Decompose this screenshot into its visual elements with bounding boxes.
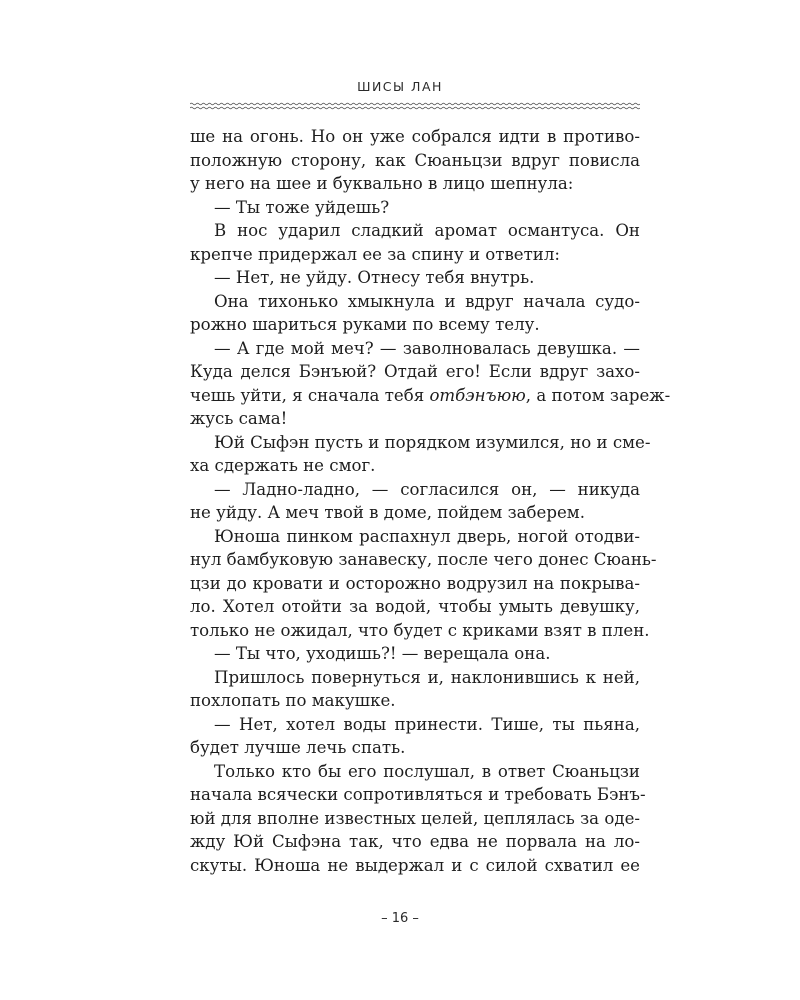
text-line: положную сторону, как Сюаньцзи вдруг повисла: [190, 150, 640, 170]
text-line: будет лучше лечь спать.: [190, 738, 406, 757]
text-line: Юноша пинком распахнул дверь, ногой отодви-: [214, 526, 640, 546]
text-line: цзи до кровати и осторожно водрузил на покрыва-: [190, 573, 640, 593]
running-head: ШИСЫ ЛАН: [357, 79, 443, 94]
text-line: — Ты тоже уйдешь?: [214, 197, 390, 217]
text-line: — Нет, хотел воды принести. Тише, ты пьяна,: [214, 714, 640, 734]
text-line: начала всячески сопротивляться и требовать Бэнъ-: [190, 785, 646, 804]
text-line: жусь сама!: [190, 409, 288, 428]
text-segment: , а потом зареж-: [525, 385, 671, 405]
text-line-with-italic: [190, 384, 671, 408]
text-line: рожно шариться руками по всему телу.: [190, 315, 540, 334]
text-line: Куда делся Бэнъюй? Отдай его! Если вдруг захо-: [190, 362, 640, 381]
text-segment: чешь уйти, я сначала тебя: [190, 385, 430, 405]
text-line: у него на шее и буквально в лицо шепнула:: [190, 174, 574, 193]
text-line: ха сдержать не смог.: [190, 456, 376, 475]
body-text: [190, 125, 671, 877]
text-line: В нос ударил сладкий аромат османтуса. Он: [214, 221, 640, 240]
text-line: — Ладно-ладно, — согласился он, — никуда: [214, 479, 640, 499]
text-line: Только кто бы его послушал, в ответ Сюаньцзи: [214, 761, 640, 781]
page-number: – 16 –: [381, 911, 419, 926]
text-line: ло. Хотел отойти за водой, чтобы умыть девушку,: [190, 597, 640, 616]
text-line: нул бамбуковую занавеску, после чего донес Сюань-: [190, 550, 657, 569]
text-line: крепче придержал ее за спину и ответил:: [190, 244, 560, 264]
text-line: жду Юй Сыфэна так, что едва не порвала на ло-: [190, 832, 640, 851]
text-line: ше на огонь. Но он уже собрался идти в противо-: [190, 127, 640, 146]
italic-word: отбэнъюю: [429, 385, 526, 405]
text-line: не уйду. А меч твой в доме, пойдем заберем.: [190, 503, 585, 522]
text-line: — А где мой меч? — заволновалась девушка. —: [214, 338, 640, 358]
text-line: только не ожидал, что будет с криками взят в плен.: [190, 620, 650, 640]
text-line: — Нет, не уйду. Отнесу тебя внутрь.: [214, 268, 535, 287]
text-line: юй для вполне известных целей, цеплялась за оде-: [190, 808, 640, 828]
wavy-rule: [190, 100, 640, 112]
text-line: Юй Сыфэн пусть и порядком изумился, но и сме-: [214, 432, 651, 452]
text-line: скуты. Юноша не выдержал и с силой схватил ее: [190, 855, 640, 875]
text-line: — Ты что, уходишь?! — верещала она.: [214, 644, 551, 663]
text-line: Пришлось повернуться и, наклонившись к ней,: [214, 667, 640, 687]
text-line: Она тихонько хмыкнула и вдруг начала судо-: [214, 291, 640, 311]
text-line: похлопать по макушке.: [190, 691, 396, 710]
